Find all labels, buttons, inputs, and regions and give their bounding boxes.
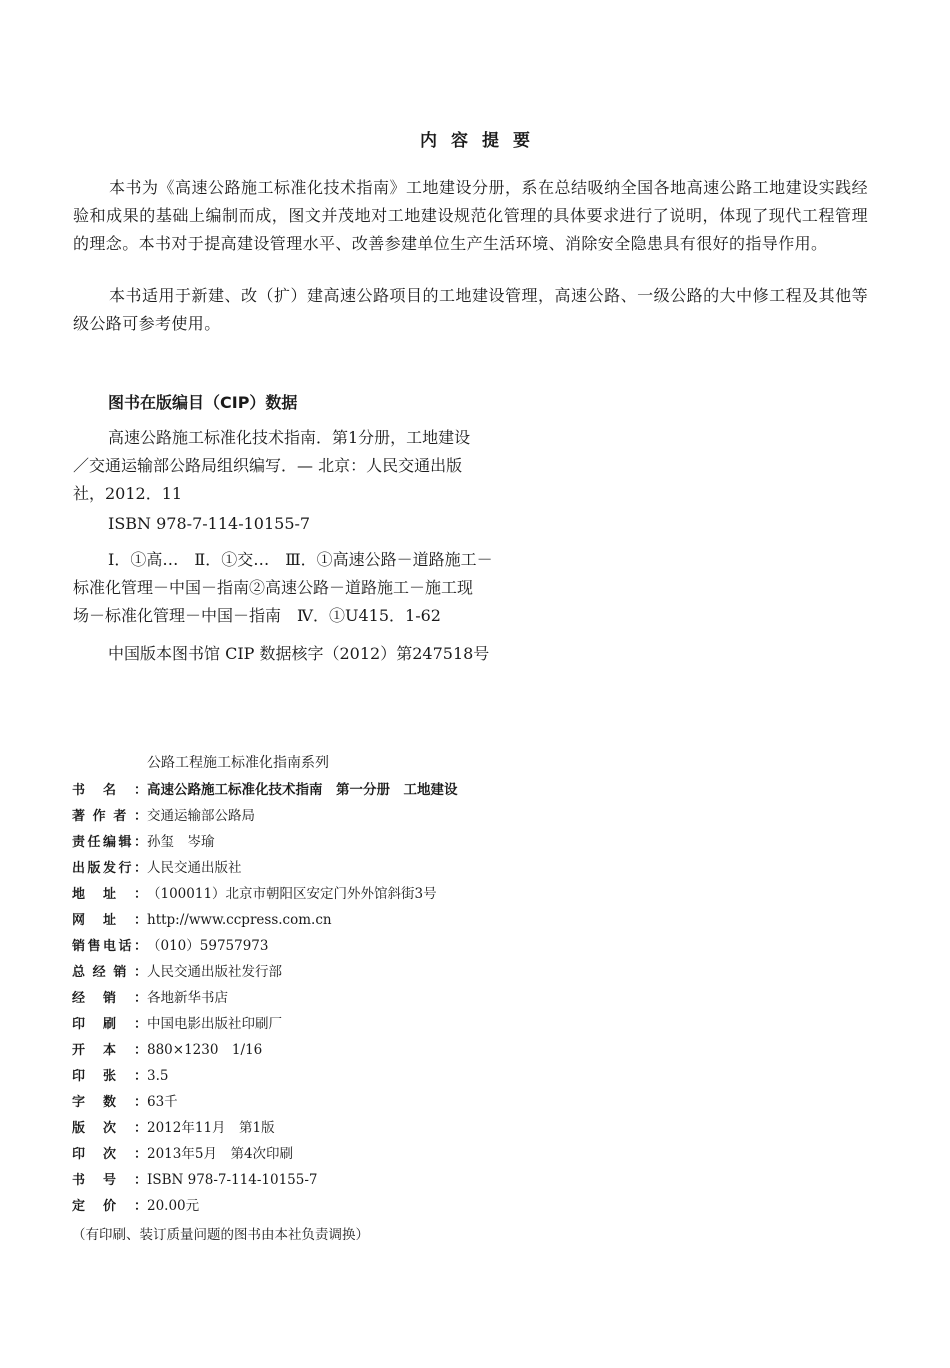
imprint-value: ISBN 978-7-114-10155-7 (147, 1172, 318, 1188)
imprint-row-edition (72, 1115, 275, 1141)
imprint-row-website (72, 907, 332, 933)
summary-paragraph-2: 本书适用于新建、改（扩）建高速公路项目的工地建设管理，高速公路、一级公路的大中修工程及其他等级公路可参考使用。 (73, 286, 868, 333)
imprint-value: http://www.ccpress.com.cn (147, 912, 332, 928)
imprint-label: 定价： (72, 1199, 147, 1214)
imprint-row-price (72, 1193, 199, 1219)
imprint-value: 高速公路施工标准化技术指南 第一分册 工地建设 (147, 782, 458, 798)
cip-line: 标准化管理－中国－指南②高速公路－道路施工－施工现 (73, 578, 474, 597)
imprint-label: 印次： (72, 1147, 147, 1162)
imprint-row-author (72, 803, 255, 829)
imprint-value: 20.00元 (147, 1198, 200, 1214)
imprint-label: 字数： (72, 1095, 147, 1110)
quality-footnote: （有印刷、装订质量问题的图书由本社负责调换） (72, 1227, 369, 1243)
imprint-row-publisher (72, 855, 242, 881)
series-name: 公路工程施工标准化指南系列 (147, 755, 329, 771)
imprint-value: 63千 (147, 1094, 178, 1110)
imprint-row-editor (72, 829, 215, 855)
imprint-value: （010）59757973 (147, 938, 269, 954)
imprint-row-printer (72, 1011, 282, 1037)
imprint-label: 出版发行： (72, 861, 147, 876)
imprint-row-wordcount (72, 1089, 178, 1115)
imprint-row-address (72, 881, 437, 907)
imprint-row-distributor (72, 959, 282, 985)
imprint-row-isbn (72, 1167, 318, 1193)
imprint-label: 版次： (72, 1121, 147, 1136)
imprint-value: 人民交通出版社发行部 (147, 964, 282, 980)
imprint-label: 责任编辑： (72, 835, 147, 850)
cip-heading: 图书在版编目（CIP）数据 (108, 393, 298, 412)
imprint-value: 人民交通出版社 (147, 860, 242, 876)
imprint-label: 总经销： (72, 965, 147, 980)
cip-isbn: ISBN 978-7-114-10155-7 (108, 514, 311, 533)
imprint-label: 印张： (72, 1069, 147, 1084)
cip-line: ／交通运输部公路局组织编写．— 北京：人民交通出版 (73, 456, 463, 475)
imprint-value: （100011）北京市朝阳区安定门外外馆斜街3号 (147, 886, 437, 902)
imprint-label: 印刷： (72, 1017, 147, 1032)
imprint-row-printing (72, 1141, 293, 1167)
cip-line: 场－标准化管理－中国－指南 Ⅳ．①U415．1-62 (73, 606, 441, 625)
cip-line: 高速公路施工标准化技术指南．第1分册，工地建设 (108, 428, 471, 447)
imprint-label: 书名： (72, 783, 147, 798)
imprint-value: 2012年11月 第1版 (147, 1120, 275, 1136)
imprint-value: 2013年5月 第4次印刷 (147, 1146, 294, 1162)
cip-record-number: 中国版本图书馆 CIP 数据核字（2012）第247518号 (108, 644, 490, 663)
imprint-row-seller (72, 985, 228, 1011)
imprint-label: 经销： (72, 991, 147, 1006)
imprint-value: 880×1230 1/16 (147, 1042, 263, 1058)
imprint-label: 书号： (72, 1173, 147, 1188)
summary-title: 内容提要 (420, 131, 544, 151)
imprint-label: 著作者： (72, 809, 147, 824)
imprint-value: 3.5 (147, 1068, 169, 1084)
imprint-label: 地址： (72, 887, 147, 902)
imprint-row-sheets (72, 1063, 168, 1089)
imprint-value: 中国电影出版社印刷厂 (147, 1016, 282, 1032)
imprint-label: 销售电话： (72, 939, 147, 954)
cip-line: 社，2012．11 (73, 484, 183, 503)
imprint-value: 孙玺 岑瑜 (147, 834, 215, 850)
imprint-row-phone (72, 933, 268, 959)
imprint-label: 网址： (72, 913, 147, 928)
imprint-value: 交通运输部公路局 (147, 808, 255, 824)
cip-line: Ⅰ．①高… Ⅱ．①交… Ⅲ．①高速公路－道路施工－ (108, 550, 493, 569)
imprint-row-title (72, 777, 458, 803)
summary-paragraph-1: 本书为《高速公路施工标准化技术指南》工地建设分册，系在总结吸纳全国各地高速公路工地建设实践经验和成果的基础上编制而成，图文并茂地对工地建设规范化管理的具体要求进行了说明，体现了现代工程管理的理念。本书对于提高建设管理水平、改善参建单位生产生活环境、消除安全隐患具有很好的指导作用。 (73, 178, 868, 253)
imprint-row-format (72, 1037, 262, 1063)
imprint-label: 开本： (72, 1043, 147, 1058)
imprint-value: 各地新华书店 (147, 990, 228, 1006)
